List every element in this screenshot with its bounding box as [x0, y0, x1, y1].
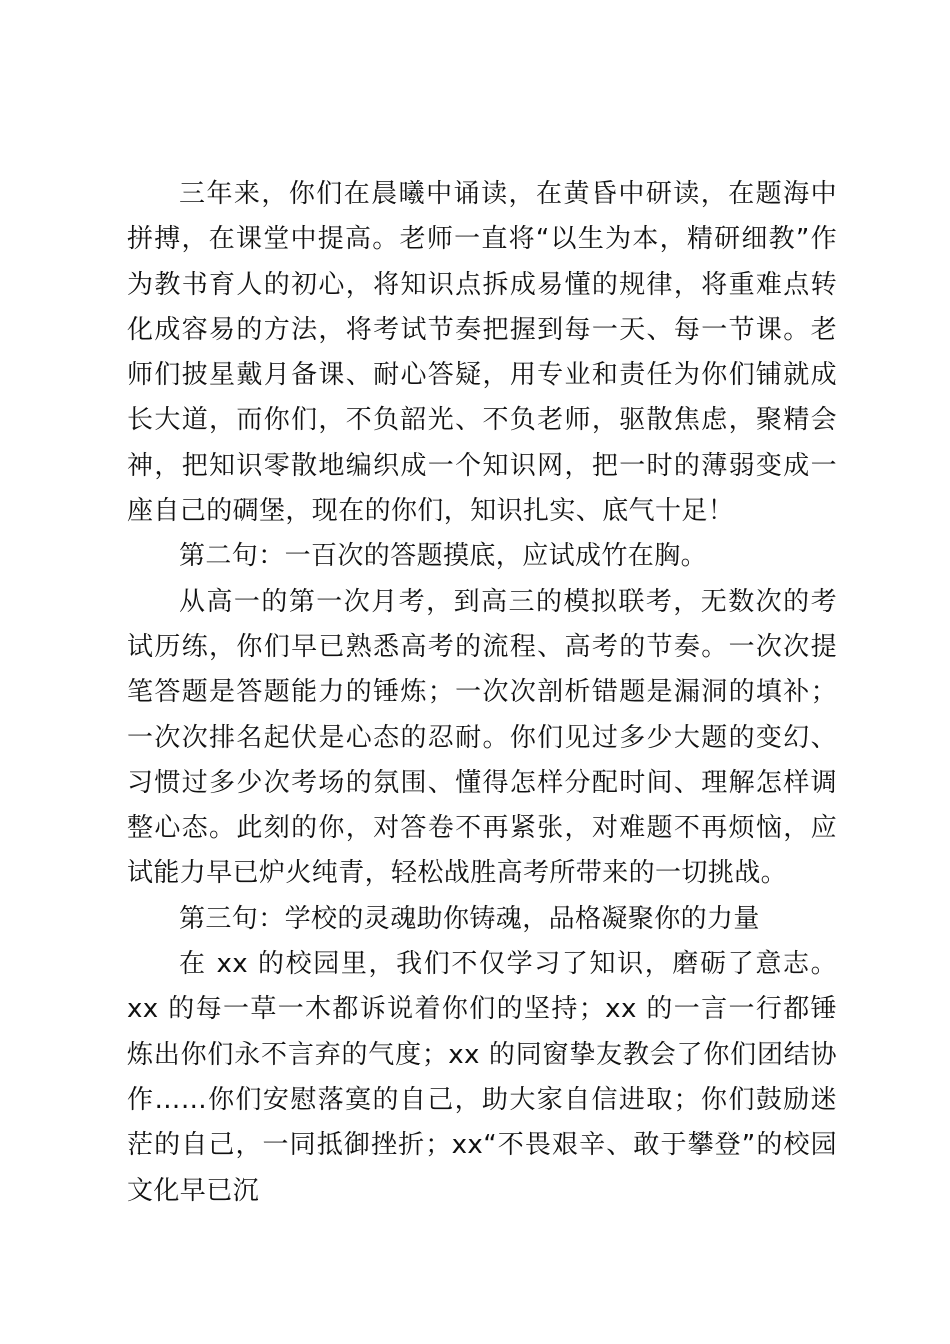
document-body	[127, 172, 837, 1214]
paragraph-three-years: 三年来，你们在晨曦中诵读，在黄昏中研读，在题海中拼搏，在课堂中提高。老师一直将“以生为本，精研细教”作为教书育人的初心，将知识点拆成易懂的规律，将重难点转化成容易的方法，将考试节奏把握到每一天、每一节课。老师们披星戴月备课、耐心答疑，用专业和责任为你们铺就成长大道，而你们，不负韶光、不负老师，驱散焦虑，聚精会神，把知识零散地编织成一个知识网，把一时的薄弱变成一座自己的碉堡，现在的你们，知识扎实、底气十足！	[127, 179, 837, 527]
heading-third-sentence: 第三句：学校的灵魂助你铸魂，品格凝聚你的力量	[179, 903, 760, 934]
heading-second-sentence: 第二句：一百次的答题摸底，应试成竹在胸。	[179, 541, 708, 572]
paragraph-exam-practice: 从高一的第一次月考，到高三的模拟联考，无数次的考试历练，你们早已熟悉高考的流程、高考的节奏。一次次提笔答题是答题能力的锤炼；一次次剖析错题是漏洞的填补；一次次排名起伏是心态的忍耐。你们见过多少大题的变幻、习惯过多少次考场的氛围、懂得怎样分配时间、理解怎样调整心态。此刻的你，对答卷不再紧张，对难题不再烦恼，应试能力早已炉火纯青，轻松战胜高考所带来的一切挑战。	[127, 586, 837, 889]
paragraph-school-soul: 在 xx 的校园里，我们不仅学习了知识，磨砺了意志。xx 的每一草一木都诉说着你们的坚持；xx 的一言一行都锤炼出你们永不言弃的气度；xx 的同窗挚友教会了你们团结协作……你们安慰落寞的自己，助大家自信进取；你们鼓励迷茫的自己，一同抵御挫折；xx“不畏艰辛、敢于攀登”的校园文化早已沉	[127, 949, 837, 1206]
